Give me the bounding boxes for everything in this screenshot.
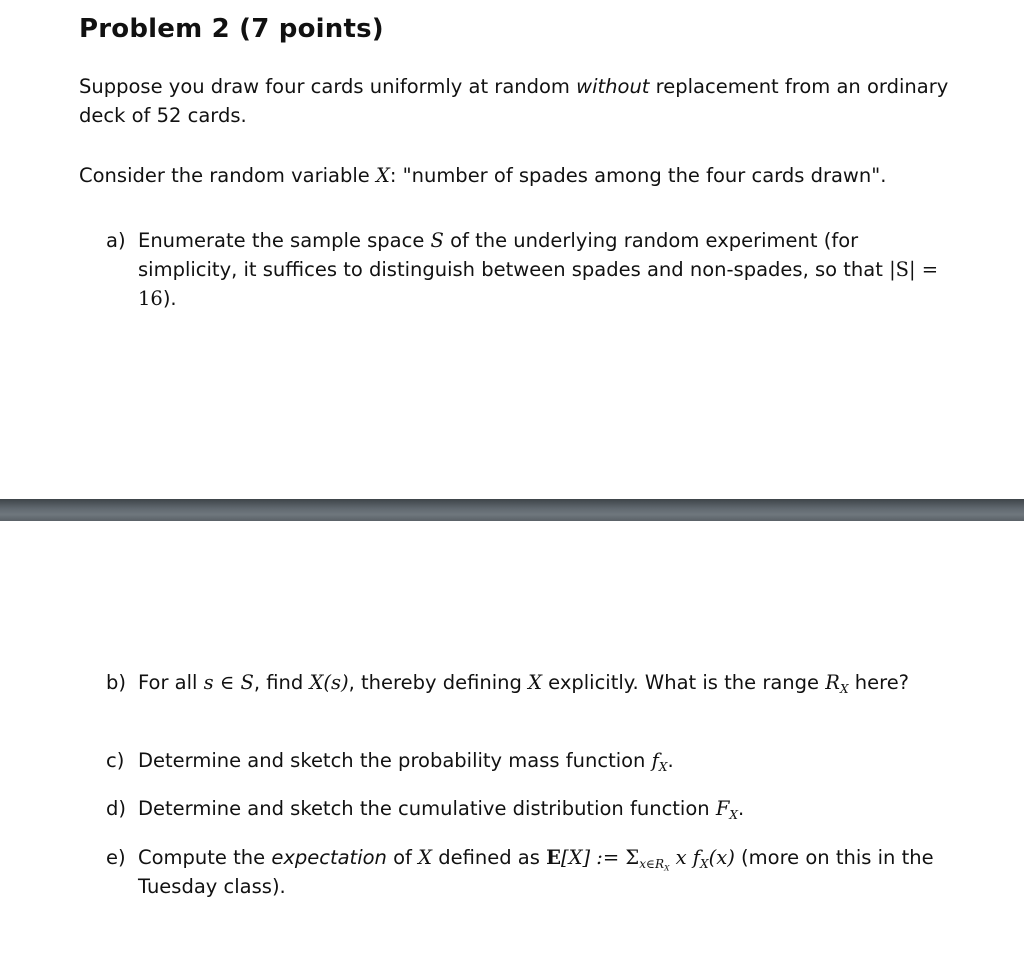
consider-text-end: : "number of spades among the four cards drawn". bbox=[389, 164, 887, 187]
part-e-text-2: of bbox=[386, 846, 419, 869]
range-r-x bbox=[825, 671, 849, 697]
expectation-emphasis: expectation bbox=[271, 846, 387, 869]
pmf-f-x bbox=[651, 749, 668, 775]
cardinality-expression: |S| = 16 bbox=[138, 258, 939, 310]
pmf-subscript: X bbox=[658, 760, 668, 775]
part-b-text-3: , thereby defining bbox=[348, 671, 529, 694]
cdf-symbol: F bbox=[715, 797, 730, 820]
range-subscript: X bbox=[839, 682, 849, 697]
part-b-text-2: , find bbox=[253, 671, 310, 694]
pmf-symbol: f bbox=[651, 749, 659, 772]
part-a-text bbox=[106, 226, 956, 313]
sample-space-s: S bbox=[430, 229, 444, 252]
part-c-label: c) bbox=[106, 749, 125, 772]
part-d-text bbox=[106, 794, 956, 823]
summation-symbol: Σ bbox=[625, 846, 640, 869]
intro-emphasis: without bbox=[576, 75, 650, 98]
part-c-text-2: . bbox=[667, 749, 674, 772]
variable-x: X bbox=[528, 671, 542, 694]
part-a-text-1: Enumerate the sample space bbox=[138, 229, 431, 252]
set-membership-expression: s ∈ S bbox=[203, 671, 254, 694]
problem-title: Problem 2 (7 points) bbox=[79, 14, 384, 44]
intro-paragraph bbox=[79, 72, 959, 130]
summand-expression: x f bbox=[675, 846, 701, 869]
part-a-text-3: ). bbox=[162, 287, 177, 310]
part-e-label: e) bbox=[106, 846, 126, 869]
part-e-text-1: Compute the bbox=[138, 846, 272, 869]
variable-x: X bbox=[375, 164, 390, 187]
part-c-text-1: Determine and sketch the probability mass function bbox=[138, 749, 652, 772]
summation-subscript bbox=[639, 857, 669, 871]
part-a bbox=[106, 226, 956, 313]
cdf-f-x bbox=[715, 797, 738, 823]
part-d bbox=[106, 794, 956, 823]
part-c bbox=[106, 746, 956, 775]
part-b-text-1: For all bbox=[138, 671, 204, 694]
expectation-operator: E bbox=[546, 846, 561, 869]
x-of-s-expression: X(s) bbox=[309, 671, 349, 694]
part-b bbox=[106, 668, 956, 697]
summation-index: x∈R bbox=[639, 857, 665, 872]
part-b-text-5: here? bbox=[848, 671, 910, 694]
variable-x: X bbox=[418, 846, 433, 869]
consider-text-start: Consider the random variable bbox=[79, 164, 376, 187]
expectation-argument: [X] := bbox=[561, 846, 626, 869]
part-c-text bbox=[106, 746, 956, 775]
summand-argument: (x) bbox=[708, 846, 735, 869]
part-b-label: b) bbox=[106, 671, 126, 694]
cdf-subscript: X bbox=[729, 808, 738, 823]
page-divider bbox=[0, 499, 1024, 521]
part-d-text-1: Determine and sketch the cumulative distribution function bbox=[138, 797, 716, 820]
part-e-text-3: defined as bbox=[432, 846, 547, 869]
intro-text-start: Suppose you draw four cards uniformly at random bbox=[79, 75, 577, 98]
part-e-text bbox=[106, 843, 956, 901]
part-e-text-4: (more on this in the Tuesday class). bbox=[138, 846, 934, 898]
part-a-text-2: of the underlying random experiment (for simplicity, it suffices to distinguish between spades and non-spades, so that bbox=[138, 229, 890, 281]
intro-text-end: replacement from an ordinary deck of 52 cards. bbox=[79, 75, 949, 127]
consider-paragraph bbox=[79, 161, 959, 190]
part-b-text bbox=[106, 668, 956, 697]
part-d-label: d) bbox=[106, 797, 126, 820]
summation-range-subscript: X bbox=[664, 863, 670, 873]
summand-subscript: X bbox=[700, 857, 709, 872]
part-e bbox=[106, 843, 956, 901]
part-b-text-4: explicitly. What is the range bbox=[541, 671, 826, 694]
range-symbol: R bbox=[825, 671, 840, 694]
part-a-label: a) bbox=[106, 229, 126, 252]
part-d-text-2: . bbox=[737, 797, 745, 820]
